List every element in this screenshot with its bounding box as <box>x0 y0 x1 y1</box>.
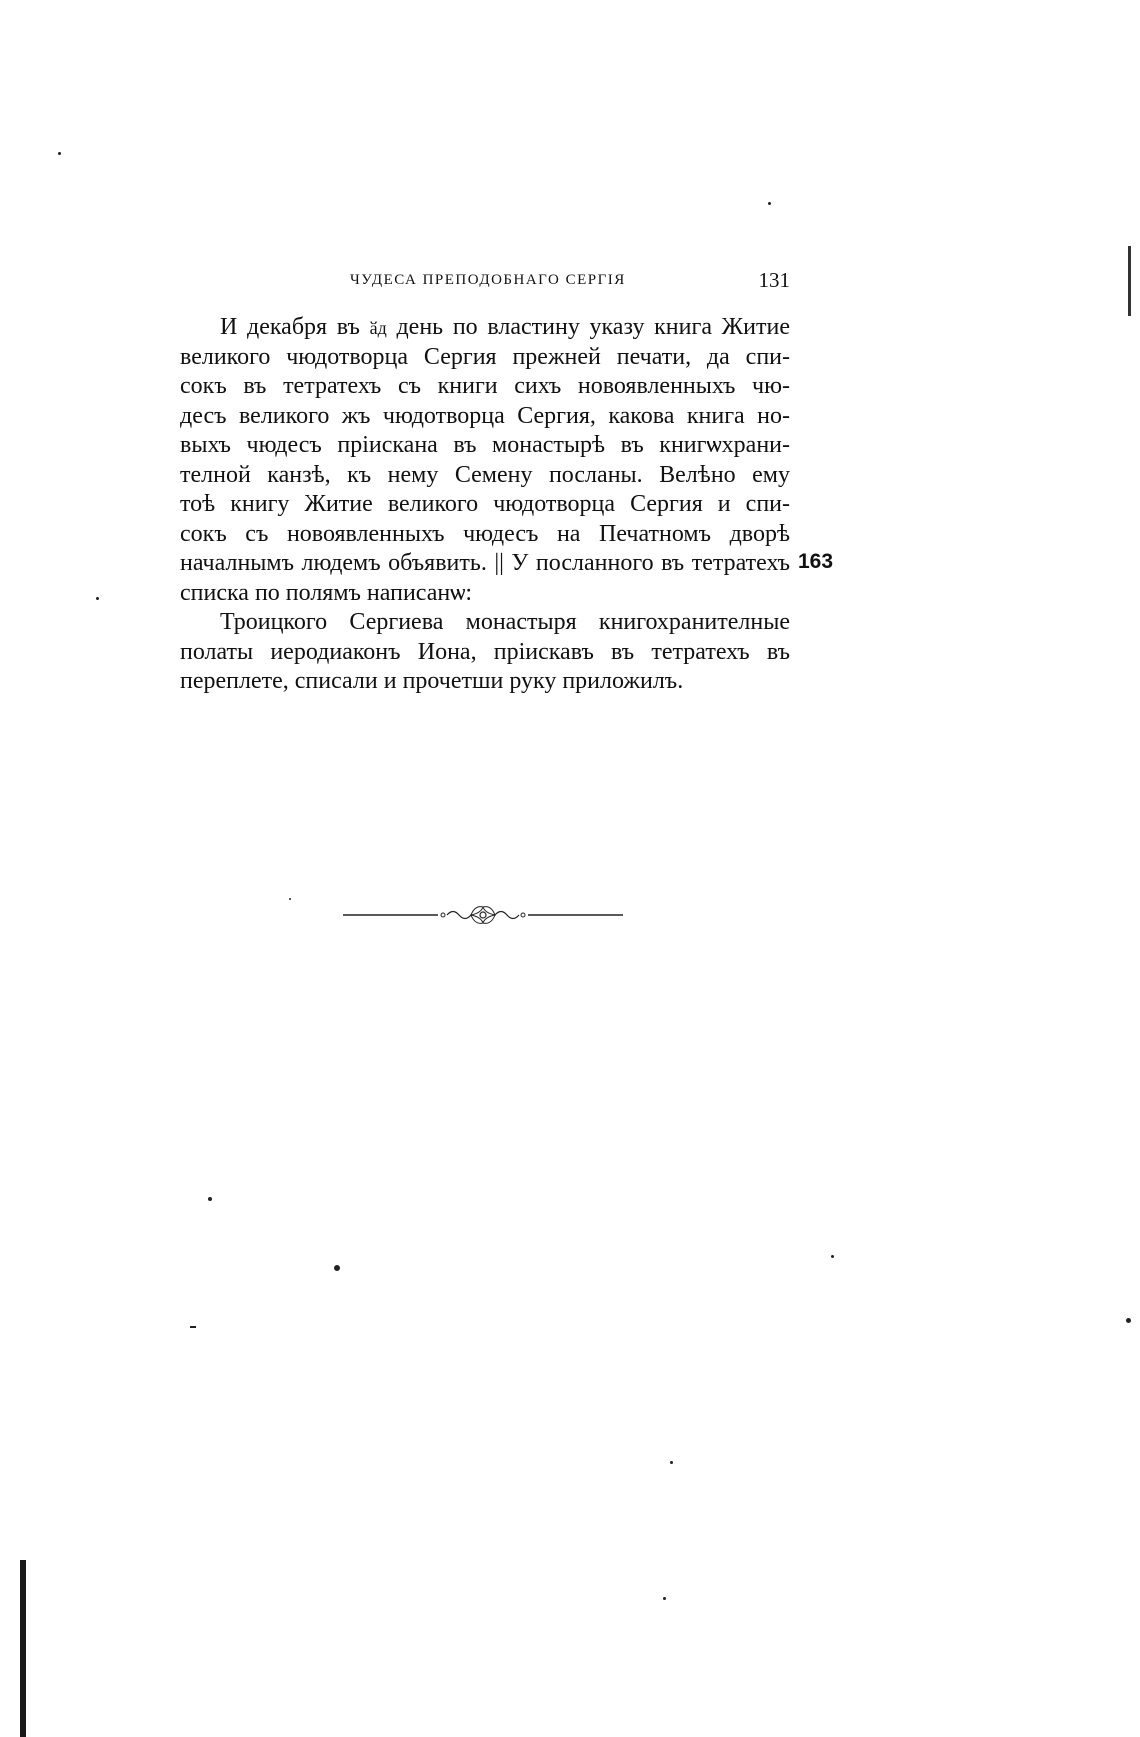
text-line: великого чюдотворца Сергия прежней печати, да спи- <box>180 343 790 370</box>
text-line: сокъ съ новоявленныхъ чюдесъ на Печатномъ дворѣ <box>180 520 790 547</box>
text-line: десъ великого жъ чюдотворца Сергия, какова книга но- <box>180 402 790 429</box>
ornament-divider <box>343 900 623 930</box>
running-head <box>180 268 790 298</box>
page-number: 131 <box>758 268 790 292</box>
scan-edge-left <box>20 1560 26 1737</box>
text-line: И декабря въ ӑд день по властину указу книга Житие <box>220 314 790 340</box>
text-line: телной канзѣ, къ нему Семену посланы. Велѣно ему <box>180 461 790 488</box>
text-line: Троицкого Сергиева монастыря книгохранителные <box>220 609 790 635</box>
text-line: началнымъ людемъ объявить. || У посланного въ тетратехъ <box>180 550 790 576</box>
running-title: ЧУДЕСА ПРЕПОДОБНАГО СЕРГІЯ <box>350 272 626 288</box>
body-text <box>180 313 790 697</box>
scan-edge-right <box>1128 246 1131 316</box>
text-line: переплете, списали и прочетши руку приложилъ. <box>180 668 684 694</box>
text-line: полаты иеродиаконъ Иона, пріискавъ въ тетратехъ въ <box>180 638 790 665</box>
text-line: списка по полямъ написанѡ: <box>180 579 473 606</box>
text-line: сокъ въ тетратехъ съ книги сихъ новоявленныхъ чю- <box>180 373 790 399</box>
text-line: выхъ чюдесъ пріискана въ монастырѣ въ книгѡхрани- <box>180 432 790 458</box>
text-line: тоѣ книгу Житие великого чюдотворца Сергия и спи- <box>180 491 790 517</box>
margin-page-reference: 163 <box>798 550 834 573</box>
